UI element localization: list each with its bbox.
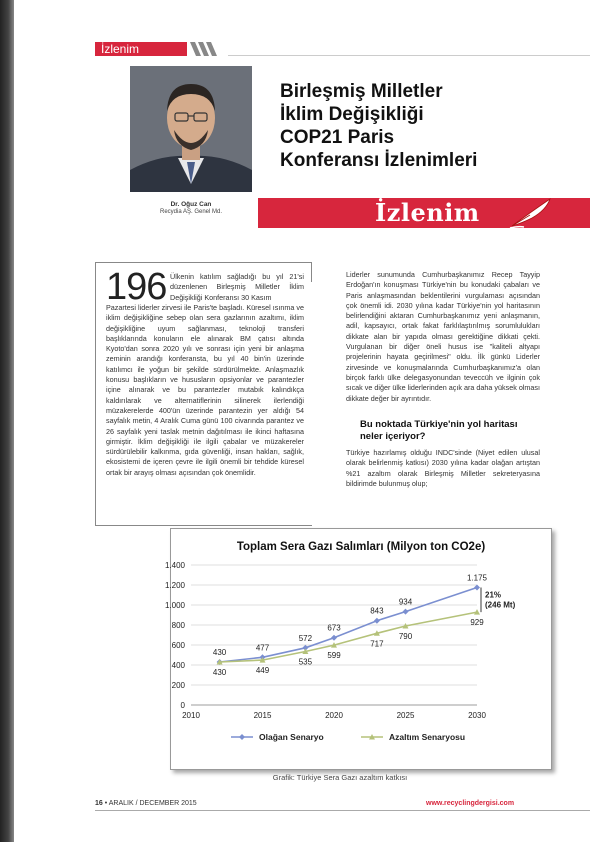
y-tick-label: 0 [180, 701, 185, 710]
footer-issue [95, 800, 197, 807]
banner-title: İzlenim [375, 198, 480, 227]
headline-line: İklim Değişikliği [280, 104, 424, 125]
headline-line: COP21 Paris [280, 127, 395, 148]
x-tick-label: 2025 [396, 711, 415, 720]
data-label: 599 [327, 651, 341, 661]
data-label: 843 [370, 606, 384, 616]
tab-rule [228, 55, 590, 56]
data-point [374, 618, 380, 624]
tab-stripes [188, 42, 228, 56]
y-tick-label: 800 [171, 621, 185, 630]
data-label: 449 [255, 666, 270, 676]
x-tick-label: 2030 [468, 711, 486, 720]
data-label: 430 [212, 668, 227, 677]
series-line [220, 612, 477, 662]
x-tick-label: 2015 [253, 711, 272, 720]
x-tick-label: 2020 [325, 711, 343, 720]
page-number: 16 [95, 800, 103, 807]
annotation-pct: 21% [485, 590, 502, 600]
data-label: 477 [255, 643, 270, 653]
page-edge-shadow [0, 0, 14, 842]
data-label: 790 [398, 632, 413, 641]
y-tick-label: 400 [171, 661, 185, 670]
legend-marker [239, 734, 245, 740]
data-label: 934 [398, 597, 413, 607]
lead-box-divider [311, 262, 312, 282]
headline-line: Birleşmiş Milletler [280, 81, 443, 102]
subheading: Bu noktada Türkiye'nin yol haritası neler içeriyor? [360, 419, 518, 442]
chart-title: Toplam Sera Gazı Salımları (Milyon ton CO2e) [236, 541, 486, 553]
data-point [403, 609, 409, 615]
data-label: 430 [212, 648, 227, 657]
footer-rule [95, 810, 590, 811]
pen-icon [508, 196, 554, 230]
right-column-body-2: Türkiye hazırlamış olduğu INDC'sinde (Niyet edilen ulusal olarak belirlenmiş katkısı) 2030 yılına kadar olağan artıştan %21 azaltım olarak Birleşmiş Milletler sekreteryasına bildirimde bulunmuş olup; [346, 448, 540, 488]
data-label: 572 [298, 633, 313, 643]
legend-label: Olağan Senaryo [259, 732, 324, 742]
x-tick-label: 2010 [182, 711, 200, 720]
author-title: Recydia AŞ. Genel Md. [159, 209, 223, 215]
section-tab: İzlenim [95, 42, 187, 56]
y-tick-label: 1.400 [164, 561, 185, 570]
data-label: 929 [470, 618, 484, 628]
y-tick-label: 1.000 [164, 601, 185, 610]
data-label: 535 [298, 657, 313, 667]
issue-date: • ARALIK / DECEMBER 2015 [104, 800, 197, 807]
right-column-body: Liderler sunumunda Cumhurbaşkanımız Recep Tayyip Erdoğan'ın konuşması Türkiye'nin bu konudaki çabaları ve Paris anlaşmasından beklentilerini vurgulaması açısından çok önemli idi. 2030 yılına kadar Türkiye'nin yol haritasının belirlendiğini aktaran Cumhurbaşkanımız yeni anlaşmanın, adil, kapsayıcı, ortak fakat farklılaştırılmış sorumlulukları dikkate alan bir yapıda olması gerektiğine dikkati çekti. Vurgulanan bir diğer öneli husus ise "kaliteli altyapı projelerinin hayata geçirilmesi" oldu. İlk günkü Liderler zirvesinde ve konuşmalarında Cumhurbaşkanımız'a olan birçok farklı ülke delegasyonundan teveccüh ve ilginin çok sıcak ve diğer ülke liderlerinden açık ara daha yüksek olması dikkate değer bir ayrıntıdır. [346, 270, 540, 403]
emissions-chart [164, 528, 552, 770]
footer-site[interactable] [426, 800, 514, 807]
data-label: 717 [370, 639, 384, 649]
data-label: 673 [327, 623, 341, 633]
lead-paragraph: Ülkenin katılım sağladığı bu yıl 21'si düzenlenen Birleşmiş Milletler İklim Değişikliği Konferansı 30 Kasım [170, 272, 304, 302]
y-tick-label: 200 [171, 681, 185, 690]
data-label: 1.175 [466, 573, 488, 583]
chart-caption: Grafik: Türkiye Sera Gazı azaltım katkısı [272, 773, 408, 782]
headline-line: Konferansı İzlenimleri [280, 150, 478, 171]
chart-plot [164, 529, 551, 769]
site-link[interactable]: www.recyclingdergisi.com [426, 800, 515, 807]
annotation-amount: (246 Mt) [485, 600, 516, 610]
author-photo [130, 66, 252, 192]
legend-label: Azaltım Senaryosu [389, 732, 466, 742]
drop-cap: 196 [106, 266, 167, 308]
headline [280, 80, 580, 172]
y-tick-label: 600 [171, 641, 185, 650]
left-column-body: Pazartesi liderler zirvesi ile Paris'te başladı. Küresel ısınma ve iklim değişikliğine sebep olan sera gazlarının azaltımı, iklim değişikliğine uyum sağlanması, teknoloji transferi başlıklarında konuların ele alınarak BM çatısı altında Kyoto'dan sonra 2020 yılı ve sonrası için yeni bir anlaşma zeminin arandığı konferansta, bu yıl 40 bin'in üzerinde katılımcı ile yoğun bir şekilde sürdürülmekte. Anlaşmazlık konusu başlıkların ve hususların opsiyonlar ve parantezler içine alınarak ve bu parantezler mutabık kalındıkça kaldırılarak ve alternatiflerinin silinerek ilerlendiği müzakerelerde 400'ün üzerinde parantezin yer aldığı 54 sayfalık metin, 4 Aralık Cuma günü 100 civarında parantez ve 26 sayfalık yeni taslak metnin dağıtılması ile ikinci haftasına girmiştir. İklim değişikliği ile ilgili çabalar ve müzakereler sürdürülebilir kalkınma, gıda güvenliği, insan hakları, sağlık, ekosistemi de içeren çevre ile ilgili önemli bir tehdide küresel ortak bir arayış olması açısından çok önemlidir. [106, 303, 304, 477]
y-tick-label: 1.200 [164, 581, 185, 590]
data-point [474, 585, 480, 591]
author-name: Dr. Oğuz Can [170, 201, 212, 208]
data-point [331, 635, 337, 641]
